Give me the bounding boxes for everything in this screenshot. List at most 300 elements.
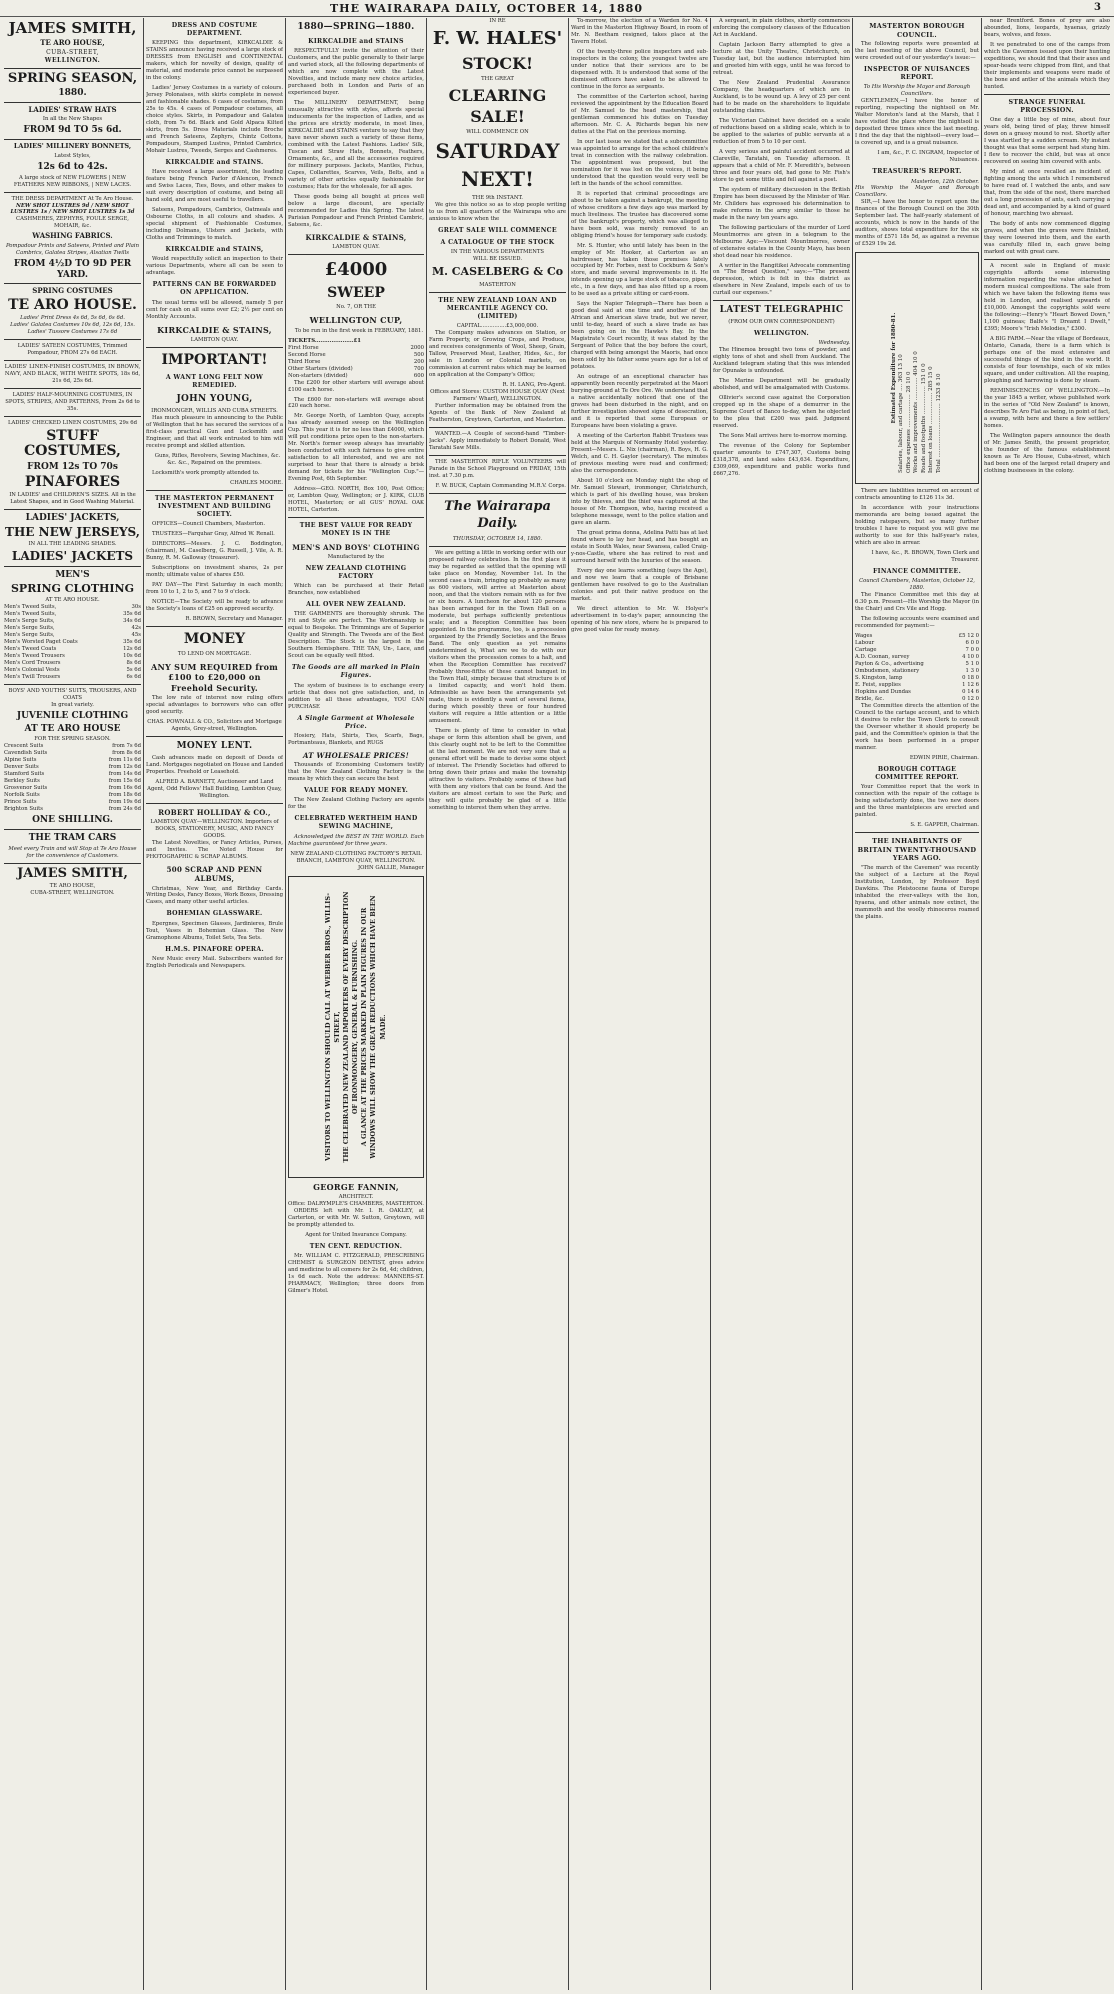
subheading: CAPITAL...............£3,000,000.: [456, 323, 539, 330]
ad-heading: LADIES' JACKETS: [11, 548, 134, 563]
section-heading: The Goods are all marked in Plain Figures.: [291, 664, 421, 680]
ad-heading: NEXT!: [461, 167, 534, 192]
suit-price-row-value: 35s 6d: [123, 610, 141, 617]
ad-street: CUBA-STREET,: [46, 48, 99, 56]
section-heading: THE MASTERTON PERMANENT INVESTMENT AND BUILDING SOCIETY.: [154, 494, 275, 519]
page-number: 3: [1094, 2, 1102, 13]
section-heading: KIRKCALDIE and STAINS: [308, 37, 404, 45]
suit-price-row: [4, 646, 141, 653]
juvenile-price-row: [4, 757, 141, 764]
paragraph: The Committee directs the attention of the Council to the cartage account, and to which it desires to refer the Town Clerk to consult the Overseer whether it should properly be paid, and the Committee's opinion is that the work has been performed in a proper manner.: [855, 703, 979, 752]
paragraph: TRUSTEES—Farquhar Gray, Alfred W. Renall.: [152, 531, 275, 538]
section-heading: GREAT SALE WILL COMMENCE: [438, 226, 557, 234]
ad-heading: JOHN YOUNG,: [176, 394, 253, 404]
rotated-expenditure-table: [855, 252, 979, 484]
juvenile-price-row-label: Berkley Suits: [4, 778, 40, 785]
ad-heading: GEORGE FANNIN,: [313, 1181, 399, 1192]
paragraph: My mind at once recalled an incident of fighting among the ants which I remembered to have read of. I watched the ants, and saw that, from the side of the nest, there marched out a long procession of ants, each carrying a dead ant, and accompanied by a kind of guard of honour, marching two abreast.: [984, 169, 1110, 218]
paragraph: The following accounts were examined and recommended for payment:—: [855, 616, 979, 630]
column-2: [146, 18, 283, 1990]
section-heading: MASTERTON BOROUGH COUNCIL.: [869, 22, 965, 39]
paragraph: A BIG FARM.—Near the village of Bordeaux, Ontario, Canada, there is a farm which is perhaps one of the most extensive and successful things of the kind in the world. It consists of four townships, each of six miles square, and under cultivation. All the reaping, ploughing and harrowing is done by steam.: [984, 335, 1110, 384]
column-3: [288, 18, 424, 1990]
ad-text: A large stock of NEW FLOWERS | NEW FEATHERS NEW RIBBONS, | NEW LACES.: [13, 174, 132, 188]
subheading: Council Chambers, Masterton, October 12, 1880.: [859, 578, 975, 592]
juvenile-price-row: [4, 785, 141, 792]
paragraph: The system of business is to exchange every article that does not give satisfaction, and, in addition to all these advantages, YOU CAN PURCHASE: [288, 682, 424, 710]
juvenile-price-row-value: from 24s 6d: [108, 806, 141, 813]
juvenile-price-row-label: Stamford Suits: [4, 771, 45, 778]
suit-price-row-value: 42s: [131, 624, 141, 631]
prize-row-value: 600: [413, 372, 424, 379]
juvenile-price-row-label: Norfolk Suits: [4, 792, 40, 799]
subheading: LAMBTON QUAY.: [190, 337, 239, 344]
ad-heading: CLEARING SALE!: [448, 85, 547, 126]
paragraph: In our last issue we stated that a subcommittee was appointed to arrange for the school children's treat in connection with the railway celebration. The appointment was proposed, but the nomination for it was lost on the voices, it being understood that the question would very well be left in the hands of the school committee.: [571, 138, 708, 187]
juvenile-price-row-label: Brighton Suits: [4, 806, 43, 813]
suit-price-row: [4, 674, 141, 681]
section-heading: THE BEST VALUE FOR READY MONEY IS IN THE: [299, 522, 413, 538]
paragraph: Have received a large assortment, the leading feature being French Parlor d'Alencon, French and Swiss Laces, Ties, Bows, and other makes to suit every description of costume, and being all hand sold, and are most useful to travellers.: [146, 169, 283, 204]
account-row: [855, 633, 979, 640]
ad-year: 1880.: [58, 88, 87, 98]
column-rule: [710, 18, 711, 1990]
signature: KIRKCALDIE & STAINS,: [305, 232, 407, 242]
suit-price-row: [4, 660, 141, 667]
paragraph: It we penetrated to one of the camps from which the Cavemen issued upon their hunting expeditions, we should find that their axes and spear-heads were chipped from flint, and that their implements and weapons were made of the bone and antler of the animals which they hunted.: [984, 41, 1110, 90]
paragraph: Has much pleasure in announcing to the Public of Wellington that he has secured the services of a first-class practical Gun and Locksmith and Engineer, and that all work entrusted to him will receive prompt and skilled attention.: [146, 414, 283, 449]
paragraph: To be run in the first week in FEBRUARY, 1881.: [294, 327, 424, 334]
suit-price-row-value: 30s: [131, 603, 141, 610]
suit-price-row-label: Men's Serge Suits,: [4, 631, 55, 638]
subheading: His Worship the Mayor and Borough Councillors.: [855, 185, 979, 199]
section-heading: PATTERNS CAN BE FORWARDED ON APPLICATION.: [152, 281, 277, 297]
juvenile-price-row: [4, 764, 141, 771]
paragraph: A sergeant, in plain clothes, shortly commences enforcing the compulsory clauses of the Education Act in Auckland.: [713, 18, 850, 38]
ad-heading: IMPORTANT!: [161, 352, 268, 369]
ad-heading: SWEEP: [327, 284, 385, 301]
prize-row-value: 200: [413, 358, 424, 365]
ad-heading: THE DRESS DEPARTMENT At Te Aro House.: [11, 195, 134, 202]
juvenile-price-row-value: from 8s 6d: [112, 750, 141, 757]
subheading: Offices and Stores: CUSTOM HOUSE QUAY (Next Farmers' Wharf), WELLINGTON.: [430, 389, 565, 402]
juvenile-price-row-label: Crescent Suits: [4, 743, 44, 750]
expenditure-row: Salaries, labour, and cartage .... 363 13 10: [898, 354, 905, 474]
paragraph: The revenue of the Colony for September quarter amounts to £747,307, Customs being £318,378, and land sales £43,634. Expenditure, £309,069, expenditure and public works fund £667,276.: [713, 443, 850, 478]
account-row: [855, 689, 979, 696]
paragraph: There are liabilities incurred on account of contracts amounting to £126 11s 3d.: [855, 488, 979, 502]
ad-heading: SATURDAY: [435, 139, 560, 164]
expenditure-rows: [898, 263, 943, 473]
paragraph: The Hinemoa brought two tons of powder, and eighty tons of shot and shell from Auckland. The Auckland telegram stating that this was intended for Opunake is unfounded.: [713, 347, 850, 375]
ad-text: Ladies' Galatea Costumes 10s 6d, 12s 6d, 15s.: [10, 322, 135, 329]
paragraph: SIR,—I have the honor to report upon the finances of the Borough Council on the 30th September last. The half-yearly statement of accounts, which is now in the hands of the auditors, shows total expenditure for the six months of £571 18s 5d, as against a revenue of £529 19s 2d.: [855, 199, 979, 248]
juvenile-price-row-label: Prince Suits: [4, 799, 37, 806]
ad-heading: STUFF COSTUMES,: [24, 427, 121, 460]
paragraph: WANTED.—A Couple of second-hand "Timber-Jacks". Apply immediately to Robert Donald, West Taratahi Saw Mills.: [429, 430, 566, 451]
ad-heading: LADIES' MILLINERY BONNETS,: [13, 141, 132, 150]
column-rule: [143, 18, 144, 1990]
rotated-line: A GLANCE AT THE PRICES MARKED IN PLAIN FIGURES IN OUR WINDOWS WILL SHOW THE GREAT REDUCTIONS WHICH HAVE BEEN MADE.: [360, 894, 387, 1159]
prize-row: [288, 359, 424, 366]
account-row-label: Wages: [855, 633, 873, 640]
ad-text: Pompadour Prints and Sateens, Printed and Plain Cambrics, Galatea Stripes, Alsatian Twills: [5, 242, 140, 256]
prize-row: [288, 366, 424, 373]
ad-heading: 500 SCRAP AND PENN ALBUMS,: [166, 865, 263, 884]
suit-price-row-value: 10s 6d: [123, 652, 141, 659]
section-heading: BOHEMIAN GLASSWARE.: [166, 910, 263, 918]
juvenile-price-row: [4, 778, 141, 785]
ad-heading: BOYS' AND YOUTHS' SUITS, TROUSERS, AND COATS: [8, 687, 137, 701]
paragraph: "The march of the Cavemen" was recently the subject of a Lecture at the Royal Institution, London, by Professor Boyd Dawkins. The Pleistocene fauna of Europe inhabited the river-valleys with the lion, hyaena, and other animals now extinct, the mammoth and the woolly rhinoceros roamed the plains.: [855, 865, 979, 920]
ad-heading: TE ARO HOUSE.: [8, 296, 137, 313]
ad-text: Meet every Train and will Stop at Te Aro House for the convenience of Customers.: [8, 845, 137, 859]
juvenile-price-row: [4, 799, 141, 806]
account-row: [855, 661, 979, 668]
juvenile-price-row-value: from 15s 6d: [108, 778, 141, 785]
paragraph: ORDERS left with Mr. I. R. OAKLEY, at Carterton, or with Mr. W. Sutton, Greytown, will be promptly attended to.: [288, 1208, 424, 1229]
paragraph: The MILLINERY DEPARTMENT, being unusually attractive with styles, affords special inducements for the inspection of Ladies, and as the prices are strictly moderate, in most lines, KIRKCALDIE and STAINS venture to say that they have never shown such a variety of these items, combined with the Latest Fashions. Ladies' Silk, Tuscan and Straw Hats, Bonnets, Feathers, Ornaments, &c., and all the accessories required for millinery purposes. Jackets, Mantles, Fichus, Capes, Collarettes, Scarves, Veils, Belts, and a variety of other articles equally fashionable for costumes; Hats for the wholesale, for all ages.: [288, 99, 424, 190]
ad-title: JAMES SMITH,: [8, 19, 137, 37]
section-heading: AT WHOLESALE PRICES!: [302, 750, 410, 760]
suit-price-row-label: Men's Tweed Suits,: [4, 603, 57, 610]
ad-subtitle: TE ARO HOUSE,: [40, 37, 105, 47]
ad-heading: F. W. HALES': [432, 27, 563, 49]
paragraph: The New Zealand Prudential Assurance Company, the headquarters of which are in Auckland, is to be wound up. A levy of 25 per cent had to be made on the shareholders to liquidate outstanding claims.: [713, 79, 850, 114]
signature: JOHN GALLIE, Manager: [357, 864, 424, 871]
paragraph: Guns, Rifles, Revolvers, Sewing Machines, &c. &c. &c., Repaired on the premises.: [154, 452, 281, 466]
subheading: THE 9th INSTANT.: [472, 194, 523, 201]
account-row-value: 4 10 0: [962, 654, 979, 661]
issue-date: THURSDAY, OCTOBER 14, 1880.: [452, 536, 543, 543]
ad-heading: STOCK!: [461, 53, 534, 73]
ad-text: FOR THE SPRING SEASON.: [34, 736, 111, 743]
subheading: Agent for United Insurance Company.: [305, 1232, 407, 1239]
paragraph: The following particulars of the murder of Lord Mountmorres are given in a telegram to the Melbourne Age:—Viscount Mountmorres, owner of extensive estates in the County Mayo, has been shot dead near his residence.: [713, 224, 850, 259]
column-7: [855, 18, 979, 1990]
paragraph: OFFICES—Council Chambers, Masterton.: [152, 521, 266, 528]
ad-heading: WELLINGTON CUP,: [309, 315, 403, 326]
ad-text: Latest Styles,: [54, 152, 91, 159]
prize-row-label: Third Horse: [288, 358, 321, 365]
signature: R. H. LANG, Pro-Agent.: [502, 382, 566, 389]
paragraph: RESPECTFULLY invite the attention of their Customers, and the public generally to their large and varied stock, all the following departments of which are now complete with the Latest Novelties, and include many new choice articles, purchased both in London and Paris of an experienced buyer.: [288, 48, 424, 96]
column-8: [984, 18, 1110, 1990]
subheading: IN RE: [489, 18, 506, 24]
suit-price-row-label: Men's Cord Trousers: [4, 659, 61, 666]
juvenile-price-row-value: from 11s 6d: [108, 757, 141, 764]
column-rule: [285, 18, 286, 1990]
signature: LAMBTON QUAY.: [332, 243, 380, 250]
juvenile-price-row: [4, 743, 141, 750]
paragraph: We give this notice so as to stop people writing to us from all quarters of the Wairarapa who are anxious to know when the: [429, 201, 566, 222]
ad-heading: NEW ZEALAND CLOTHING FACTORY: [305, 564, 407, 581]
juvenile-price-row-value: from 18s 6d: [108, 792, 141, 799]
paragraph: The great prima donna, Adelina Patti has at last found where to lay her head, and has bought an estate in South Wales, near Swansea, called Craig-y-nos-Castle, where she has retired to rest and surround herself with the luxuries of the season.: [571, 529, 708, 564]
ad-price: FROM 9d TO 5s 6d.: [23, 125, 122, 136]
ad-heading: ANY SUM REQUIRED from £100 to £20,000 on Freehold Security.: [150, 661, 279, 693]
ad-price: 12s 6d to 42s.: [37, 161, 108, 172]
paragraph: The low rate of interest now ruling offers special advantages to borrowers who can offer good security.: [146, 695, 283, 716]
juvenile-price-row: [4, 792, 141, 799]
paragraph: The system of military discussion in the British Empire has been discussed by the Minister of War. Mr. Childers has expressed his determination to make reforms in the army similar to those he made in the navy ten years ago.: [713, 186, 850, 221]
section-heading: INSPECTOR OF NUISANCES REPORT.: [863, 66, 971, 82]
account-row-value: 0 14 6: [962, 689, 979, 696]
ad-text: In all the New Shapes: [42, 116, 103, 123]
paragraph: The Sons Mail arrives here to-morrow morning.: [719, 433, 848, 440]
paragraph: Which can be purchased at their Retail Branches, now established: [288, 583, 424, 597]
account-row-value: 1 3 0: [965, 668, 979, 675]
prize-row-label: Second Horse: [288, 351, 326, 358]
suit-price-row: [4, 639, 141, 646]
paragraph: THE MASTERTON RIFLE VOLUNTEERS will Parade in the School Playground on FRIDAY, 15th inst. at 7.30 p.m.: [429, 458, 566, 479]
paragraph: Says the Napier Telegraph—There has been a good deal said at one time and another of the African and American slave trade, but we never, until to-day, heard of such a slave trade as has been going on in the Hawke's Bay. In the Magistrate's Court recently, it was stated by the Sergeant of Police that the boy before the court, charged with being amongst the Maoris, had once been sold by his father some years ago for a lot of potatoes.: [571, 301, 708, 371]
ad-heading: SPRING CLOTHING: [10, 581, 135, 595]
subheading: Office: DALRYMPLE'S CHAMBERS, MASTERTON.: [288, 1201, 424, 1208]
suit-price-row-label: Men's Tweed Suits,: [4, 610, 57, 617]
section-heading: THE INHABITANTS OF BRITAIN TWENTY-THOUSAND YEARS AGO.: [857, 837, 977, 863]
ad-text: LADIES' LINEN-FINISH COSTUMES, IN BROWN, NAVY, AND BLACK, WITH WHITE SPOTS, 18s 6d, 21s 6d, 25s 6d.: [4, 364, 141, 385]
ad-heading: ROBERT HOLLIDAY & CO.,: [158, 807, 271, 817]
suit-price-row-label: Men's Tweed Coats: [4, 645, 57, 652]
paragraph: The Latest Novelties, or Fancy Articles, Purses, and Invites. The Noted House for PHOTOGRAPHIC & SCRAP ALBUMS.: [146, 840, 283, 861]
ad-heading: 1880—SPRING—1880.: [297, 22, 415, 32]
account-row-label: Payton & Co., advertising: [855, 661, 924, 668]
suit-price-row-label: Men's Serge Suits,: [4, 624, 55, 631]
suit-price-row-value: 12s 6d: [123, 645, 141, 652]
account-row-value: 0 18 0: [962, 675, 979, 682]
paragraph: PAY DAY—The First Saturday in each month; from 10 to 1, 2 to 5, and 7 to 9 o'clock.: [146, 582, 283, 596]
account-row-label: A.D. Coonan, survey: [855, 654, 910, 661]
paragraph: We direct attention to Mr. W. Holyer's advertisement in to-day's paper, announcing the opening of his new store, where he is prepared to give good value for ready money.: [571, 605, 708, 633]
signature: I am, &c., F. C. INGRAM, Inspector of Nuisances.: [877, 150, 979, 164]
section-heading: TEN CENT. REDUCTION.: [309, 1243, 403, 1251]
juvenile-price-list: [4, 743, 141, 813]
ad-heading: SPRING COSTUMES: [32, 286, 113, 296]
suit-price-row-label: Men's Tweed Trousers: [4, 652, 65, 659]
rotated-line: VISITORS TO WELLINGTON SHOULD CALL AT WEBBER BROS., WILLIS-STREET,: [324, 892, 342, 1161]
ad-heading: MONEY: [183, 631, 246, 648]
signature: CHAS. POWNALL & CO., Solicitors and Mortgage Agents, Grey-street, Wellington.: [147, 719, 282, 733]
suit-price-row-label: Men's Worsted Paget Coats: [4, 638, 78, 645]
paragraph: The New Zealand Clothing Factory are agents for the: [288, 797, 424, 811]
suit-price-row-label: Men's Colonial Vests: [4, 666, 60, 673]
prize-list: [288, 345, 424, 380]
subheading: WILL BE ISSUED.: [472, 256, 523, 263]
paragraph: Would respectfully solicit an inspection to their various Departments, where all can be seen to advantage.: [146, 256, 283, 277]
paragraph: The Marine Department will be gradually abolished, and will be amalgamated with Customs.: [713, 378, 850, 392]
section-heading: THE NEW ZEALAND LOAN AND MERCANTILE AGENCY CO. (LIMITED): [438, 296, 557, 320]
juvenile-price-row-label: Grosvenor Suits: [4, 785, 48, 792]
juvenile-price-row: [4, 750, 141, 757]
expenditure-row: Works and improvements ............. 404 10 0: [913, 351, 920, 474]
ad-footer: TE ARO HOUSE,: [49, 883, 96, 890]
section-heading: KIRKCALDIE and STAINS,: [165, 246, 264, 254]
paragraph: In accordance with your instructions memoranda are being issued against the holding ratepayers, but so many further troubles I have to request you will give me authority to sue for this half-year's rates, which are also in arrear.: [855, 505, 979, 547]
column-rule: [981, 18, 982, 1990]
paragraph: REMINISCENCES OF WELLINGTON.—In the year 1845 a writer, whose published work in the series of "Old New Zealand" is known, describes Te Aro Flat as being, in point of fact, a swamp, with here and there a few settlers' homes.: [984, 387, 1110, 429]
column-rule: [426, 18, 427, 1990]
expenditure-row: Interest on loans .................. 285 15 0: [928, 366, 935, 474]
paragraph: The Finance Committee met this day at 6.30 p.m. Present—His Worship the Mayor (in the Chair) and Crs Vile and Hogg.: [855, 592, 979, 613]
ad-heading: A WANT LONG FELT NOW REMEDIED.: [165, 373, 264, 389]
paragraph: A very serious and painful accident occurred at Clareville, Taratahi, on Tuesday afternoon. It appears that a child of Mr. F. Meredith's, between three and four years old, had gone to Mr. Fish's store to get some tittle and fell against a post.: [713, 148, 850, 183]
suit-price-row: [4, 667, 141, 674]
expenditure-row: Roads and footpaths ................ 151 0 0: [920, 363, 927, 474]
account-row-label: Hopkins and Dundas: [855, 689, 911, 696]
juvenile-price-row-label: Cavendish Suits: [4, 750, 48, 757]
paragraph: Subscriptions on investment shares, 2s per month; ultimate value of shares £50.: [146, 565, 283, 579]
paragraph: Mr. George North, of Lambton Quay, accepts has already assumed sweep on the Wellington Cup. This year it is for no less than £4000, which will put conditions prize open to the non-starters. Mr. North's former sweep always has invariably been conducted with such fairness to give entire satisfaction to all interested, and we are not surprised to hear that there is already a brisk demand for tickets for his "Wellington Cup."—Evening Post, 6th September.: [288, 413, 424, 483]
paragraph: KEEPING this department, KIRKCALDIE & STAINS announce having received a large stock of DRESSES from ENGLISH and CONTINENTAL makers, which for novelty of design, quality of material, and moderate price cannot be surpassed in the colony.: [146, 40, 283, 82]
ad-price: FROM 4½D TO 9D PER YARD.: [13, 258, 132, 280]
ad-heading: PINAFORES: [24, 473, 121, 490]
sweep-amount: £4000: [324, 258, 388, 280]
section-heading: KIRKCALDIE and STAINS.: [165, 159, 264, 167]
column-rule: [852, 18, 853, 1990]
ad-signature: M. CASELBERG & Co: [431, 265, 564, 279]
suit-price-row-value: 35s 6d: [123, 638, 141, 645]
juvenile-price-row-value: from 19s 6d: [108, 799, 141, 806]
ad-text: Ladies' Print Dress 4s 6d, 5s 6d, 6s 6d.: [20, 315, 125, 322]
section-heading: KIRKCALDIE & STAINS,: [157, 324, 272, 335]
ad-text: AT TE ARO HOUSE.: [45, 596, 100, 603]
suit-price-row: [4, 653, 141, 660]
suit-price-row: [4, 618, 141, 625]
juvenile-price-row-value: from 12s 6d: [108, 764, 141, 771]
account-row: [855, 696, 979, 703]
paragraph: An outrage of an exceptional character has apparently been recently perpetrated at the Maori burying-ground at Te Ore Ore. We understand that a native accidentally noticed that one of the graves had been disturbed in the night, and on further investigation showed signs of desecration, and it is reported that some European or Europeans have been violating a grave.: [571, 374, 708, 430]
paragraph: We are getting a little in working order with our proposed railway celebration. In the first place it may be regarded as settled that the opening will take place on Monday, November 1st. In the second case a train, bringing up probably as many as 600 visitors, will arrive at Masterton about noon, and that the visitors remain with us for five or six hours. A luncheon for about 120 persons has been arranged for in the Town Hall on a moderate, but perhaps sufficiently pretentious scale; and a Reception Committee has been appointed. In the programme, too, is a procession organized by the Friendly Societies and the Brass Band. The only question as yet remains undetermined is, What are we to do with our visitors when the procession comes to a halt, and when the Reception Committee has received? Probably three-fifths of these cannot banquet in the Town Hall, simply because that structure is of a limited capacity, and won't hold them. Admissible as have been the arrangements yet made, there is evidently a want of several items, during which possibly three or four hundred visitors will require a little attention or a little amusement.: [429, 550, 566, 724]
ad-text: LADIES' CHECKED LINEN COSTUMES, 29s 6d: [7, 420, 138, 426]
suit-price-row-value: 34s 6d: [123, 617, 141, 624]
paragraph: Christmas, New Year, and Birthday Cards. Writing Desks, Fancy Boxes, Work Boxes, Dressing Cases, and many other useful articles.: [146, 885, 283, 906]
section-heading: STRANGE FUNERAL PROCESSION.: [1008, 98, 1086, 115]
ad-footer: CUBA-STREET, WELLINGTON.: [30, 890, 115, 896]
juvenile-price-row-value: from 16s 6d: [108, 785, 141, 792]
paragraph: Mr. WILLIAM C. FITZGERALD, PRESCRIBING CHEMIST & SURGEON DENTIST, gives advice and medicine to all comers for 2s 6d, 4d; children, 1s 6d each. Note the address: MANNERS-ST. PHARMACY, Wellington; three doors from Gilmer's Hotel.: [288, 1253, 424, 1295]
paragraph: Acknowledged the BEST IN THE WORLD. Each Machine guaranteed for three years.: [288, 833, 424, 847]
paragraph: Hosiery, Hats, Shirts, Ties, Scarfs, Bags, Portmanteaus, Blankets, and RUGS: [288, 732, 424, 746]
subheading: WILL COMMENCE ON: [466, 129, 529, 136]
subheading: Masterton, 12th October.: [911, 178, 979, 185]
juvenile-price-row-label: Denver Suits: [4, 764, 39, 771]
ad-heading: THE TRAM CARS: [28, 832, 117, 843]
paragraph: Captain Jackson Barry attempted to give a lecture at the Unity Theatre, Christchurch, on Tuesday last, but the audience interrupted him and greeted him with eggs, until he was forced to retreat.: [713, 41, 850, 76]
suit-price-row-value: 5s 6d: [126, 666, 141, 673]
subheading: (FROM OUR OWN CORRESPONDENT): [728, 319, 835, 326]
paragraph: Locksmith's work promptly attended to.: [152, 469, 260, 476]
ad-text: In great variety.: [51, 701, 94, 708]
suit-price-row: [4, 632, 141, 639]
paragraph: The body of ants now commenced digging graves, and when the graves were finished, they were lowered into them, and the earth was carefully filled in, each grave being marked out with great care.: [984, 221, 1110, 256]
prize-row-label: First Horse: [288, 344, 319, 351]
subheading: To His Worship the Mayor and Borough Councillors.: [863, 84, 971, 98]
column-6: [713, 18, 850, 1990]
section-heading: VALUE FOR READY MONEY.: [303, 787, 409, 795]
paragraph: The committee of the Carterton school, having reviewed the appointment by the Education Board of Mr. Samuel to the head mastership, that gentleman commenced his duties on Tuesday afternoon. Mr. C. A. Richards began his new duties at the Flat on the previous morning.: [571, 93, 708, 135]
account-row: [855, 640, 979, 647]
masthead-title: THE WAIRARAPA DAILY, OCTOBER 14, 1880: [330, 2, 643, 15]
signature: R. BROWN, Secretary and Manager.: [185, 616, 283, 623]
table-title: Estimated Expenditure for 1880-81.: [891, 312, 898, 424]
ad-text: NEW SHOT LUSTRES 9d / NEW SHOT LUSTRES 1s / NEW SHOT LUSTRES 1s 3d: [10, 202, 135, 216]
paragraph: Address—GEO. NORTH, Box 100, Post Office; or, Lambton Quay, Wellington; or J. KIRK, CLUB HOTEL, Masterton; or all GUS' ROYAL OAK HOTEL, Carterton.: [288, 486, 424, 514]
paragraph: The Company makes advances on Station, or Farm Property, or Growing Crops, and Produce, and receives consignments of Wool, Sheep, Grain, Tallow, Preserved Meat, Leather, Hides, &c., for sale in London or Colonial markets, on commission at current rates which may be learned on application at the Company's Office;: [429, 330, 566, 379]
signature: I have, &c., R. BROWN, Town Clerk and Treasurer.: [871, 550, 979, 564]
section-heading: A Single Garment at Wholesale Price.: [297, 714, 415, 730]
section-heading: CELEBRATED WERTHEIM HAND SEWING MACHINE,: [294, 815, 418, 831]
subheading: MASTERTON: [479, 281, 516, 288]
suit-price-row: [4, 625, 141, 632]
prize-row: [288, 345, 424, 352]
paragraph: One day a little boy of mine, about four years old, being tired of play, threw himself down on a grassy mound to rest. Shortly after I was startled by a sudden scream. My instant thought was that some serpent had stung him. I flew to recover the child, but was at once recovered on seeing him covered with ants.: [984, 117, 1110, 166]
ad-text: IN ALL THE LEADING SHADES.: [28, 540, 117, 547]
juvenile-price-row-value: from 14s 6d: [108, 771, 141, 778]
prize-row: [288, 352, 424, 359]
account-row-label: E. Feist, supplies: [855, 682, 901, 689]
account-row-value: 5 1 0: [965, 661, 979, 668]
subheading: TO LEND ON MORTGAGE.: [177, 650, 252, 657]
paragraph: The £600 for non-starters will average about £20 each horse.: [288, 396, 424, 410]
account-row-value: 0 12 0: [962, 696, 979, 703]
account-row-label: Ombudsmen, stationery: [855, 668, 920, 675]
ad-heading: THE NEW JERSEYS,: [5, 524, 140, 539]
expenditure-row: Total ............................... 1233 8 10: [935, 373, 942, 474]
paragraph: A writer in the Rangitikei Advocate commenting on "The Broad Question," says:—"The present depression, which is felt in this district as elsewhere in New Zealand, impels each of us to curtail our expenses.": [713, 262, 850, 297]
section-heading: LATEST TELEGRAPHIC: [719, 305, 844, 316]
account-row: [855, 654, 979, 661]
paragraph: Ladies' Jersey Costumes in a variety of colours. Jersey Polonaises, with skirts complete in newest and fashionable shades. 6 cases of costumes, from 25s to 45s. 4 cases of Pompadour costumes, all choice styles. Skirts, in Pompadour and Galatea cloth, from 7s 6d. Black and Gold Alpaca Kilted skirts, from 5s. Dress Materials include Broche and French Sateens, Zephyrs, Chintz Cottons, Pompadours, Stamped Lustres, Printed Cambrics, Mohair Lustres, Tweeds, Serges and Cashmeres.: [146, 85, 283, 155]
suit-price-row-label: Men's Twill Trousers: [4, 673, 61, 680]
ad-heading: ONE SHILLING.: [32, 815, 113, 826]
accounts-list: [855, 633, 979, 703]
paragraph: Sateens, Pompadours, Cambrics, Oatmeals and Osbourne Cloths, in all colours and shades. A special shipment of Fashionable Costumes, including Dolmans, Ulsters and Jackets, with Cloths and Trimmings to match.: [146, 207, 283, 242]
column-5: [571, 18, 708, 1990]
subheading: NEW ZEALAND CLOTHING FACTORY'S RETAIL BRANCH, LAMBTON QUAY, WELLINGTON.: [290, 850, 422, 864]
prize-row-value: 500: [413, 351, 424, 358]
column-4: [429, 18, 566, 1990]
paragraph: The following reports were presented at the last meeting of the above Council, but were crowded out of our yesterday's issue:—: [855, 41, 979, 62]
ad-price: FROM 12s TO 70s: [27, 461, 118, 472]
section-heading: ALL OVER NEW ZEALAND.: [306, 601, 406, 609]
prize-row-label: Other Starters (divided): [288, 365, 353, 372]
account-row-value: 6 0 0: [965, 640, 979, 647]
ad-heading: LADIES' STRAW HATS: [28, 104, 117, 114]
section-heading: WELLINGTON.: [754, 330, 809, 338]
suit-price-row-value: 8s 6d: [126, 659, 141, 666]
paragraph: The £200 for other starters will average about £100 each horse.: [288, 379, 424, 393]
paragraph: To-morrow, the election of a Warden for No. 4 Ward in the Masterton Highway Board, in room of Mr. N. Beetham resigned, takes place at the Tavern Hotel.: [571, 18, 708, 45]
account-row: [855, 647, 979, 654]
ad-heading: JUVENILE CLOTHING: [16, 710, 129, 721]
ad-text: IN LADIES' and CHILDREN'S SIZES. All in the Latest Shapes, and in Good Washing Material.: [9, 491, 136, 505]
paragraph: near Brentford. Bones of prey are also abounded, lions, leopards, hyaenas, grizzly bears, wolves, and foxes.: [984, 18, 1110, 38]
ad-text: Ladies' Tussore Costumes 17s 6d: [27, 329, 118, 336]
signature: S. E. GAPPER, Chairman.: [910, 822, 979, 829]
ad-text: LADIES' SATEEN COSTUMES, Trimmed Pompadour, FROM 27s 6d EACH.: [17, 343, 128, 357]
suit-price-row-label: Men's Serge Suits,: [4, 617, 55, 624]
ad-footer: JAMES SMITH,: [17, 865, 128, 881]
ticket-price: TICKETS.....................£1: [288, 337, 361, 344]
ad-heading: MEN'S AND BOYS' CLOTHING: [292, 542, 420, 552]
prize-row-value: 2000: [410, 344, 424, 351]
subheading: No. 7, OR THE: [336, 304, 376, 311]
account-row-label: Bridle, &c.: [855, 696, 885, 703]
ad-heading: MONEY LENT.: [176, 741, 253, 752]
subheading: THE GREAT: [481, 75, 514, 82]
account-row-value: £5 12 0: [958, 633, 979, 640]
